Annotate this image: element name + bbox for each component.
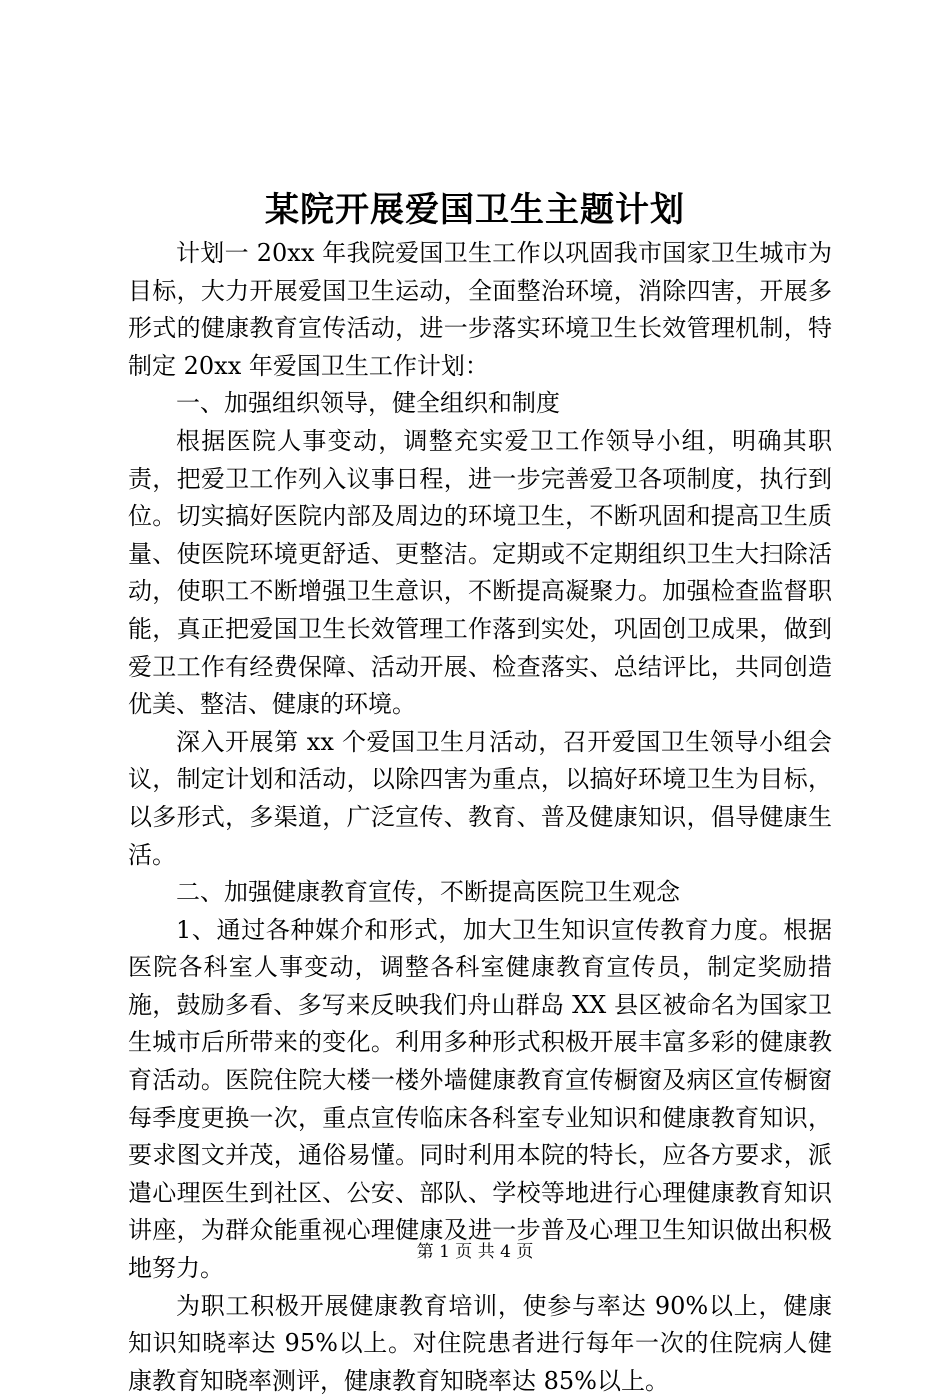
paragraph-organization: 根据医院人事变动，调整充实爱卫工作领导小组，明确其职责，把爱卫工作列入议事日程，进一步完善爱卫各项制度，执行到位。切实搞好医院内部及周边的环境卫生，不断巩固和提高卫生质量、使医院环境更舒适、更整洁。定期或不定期组织卫生大扫除活动，使职工不断增强卫生意识，不断提高凝聚力。加强检查监督职能，真正把爱国卫生长效管理工作落到实处，巩固创卫成果，做到爱卫工作有经费保障、活动开展、检查落实、总结评比，共同创造优美、整洁、健康的环境。 xyxy=(128,426,832,719)
document-body xyxy=(128,235,832,1400)
section-heading-1: 一、加强组织领导，健全组织和制度 xyxy=(176,389,560,418)
paragraph-health-month: 深入开展第 xx 个爱国卫生月活动，召开爱国卫生领导小组会议，制定计划和活动，以除四害为重点，以搞好环境卫生为目标，以多形式，多渠道，广泛宣传、教育、普及健康知识，倡导健康生活。 xyxy=(128,727,832,869)
document-title: 某院开展爱国卫生主题计划 xyxy=(265,190,685,230)
page-footer: 第 1 页 共 4 页 xyxy=(416,1242,534,1262)
paragraph-intro: 计划一 20xx 年我院爱国卫生工作以巩固我市国家卫生城市为目标，大力开展爱国卫生运动，全面整治环境，消除四害，开展多形式的健康教育宣传活动，进一步落实环境卫生长效管理机制，特制定 20xx 年爱国卫生工作计划： xyxy=(128,239,832,380)
paragraph-media-publicity: 1、通过各种媒介和形式，加大卫生知识宣传教育力度。根据医院各科室人事变动，调整各科室健康教育宣传员，制定奖励措施，鼓励多看、多写来反映我们舟山群岛 XX 县区被命名为国家卫生城市后所带来的变化。利用多种形式积极开展丰富多彩的健康教育活动。医院住院大楼一楼外墙健康教育宣传橱窗及病区宣传橱窗每季度更换一次，重点宣传临床各科室专业知识和健康教育知识，要求图文并茂，通俗易懂。同时利用本院的特长，应各方要求，派遣心理医生到社区、公安、部队、学校等地进行心理健康教育知识讲座，为群众能重视心理健康及进一步普及心理卫生知识做出积极地努力。 xyxy=(128,915,832,1283)
paragraph-training: 为职工积极开展健康教育培训，使参与率达 90%以上，健康知识知晓率达 95%以上。对住院患者进行每年一次的住院病人健康教育知晓率测评，健康教育知晓率达 85%以上。 xyxy=(128,1291,832,1395)
section-heading-2: 二、加强健康教育宣传，不断提高医院卫生观念 xyxy=(176,878,680,907)
